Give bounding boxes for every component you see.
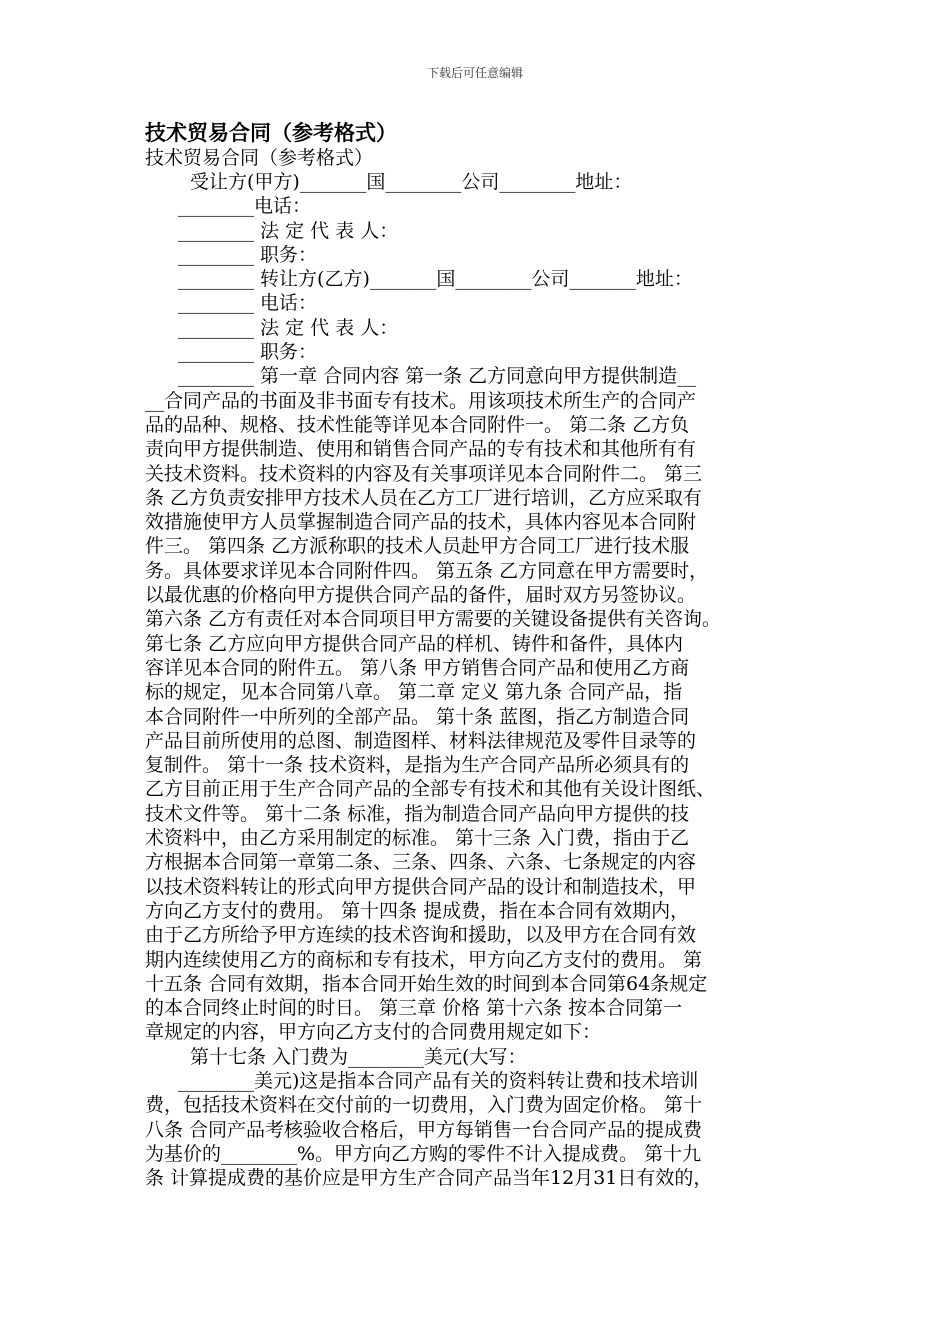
body-line: 的本合同终止时间的时日。 第三章 价格 第十六条 按本合同第一: [145, 997, 683, 1020]
body-line: ________ 法 定 代 表 人：: [178, 316, 399, 339]
body-line: 术资料中，由乙方采用制定的标准。 第十三条 入门费，指由于乙: [145, 827, 690, 850]
body-line: 效措施使甲方人员掌握制造合同产品的技术，具体内容见本合同附: [145, 511, 697, 534]
body-line: 以最优惠的价格向甲方提供合同产品的备件，届时双方另签协议。: [145, 584, 697, 607]
body-line: ________ 法 定 代 表 人：: [178, 219, 399, 242]
body-line: 由于乙方所给予甲方连续的技术咨询和援助，以及甲方在合同有效: [145, 924, 697, 947]
body-line: 件三。 第四条 乙方派称职的技术人员赴甲方合同工厂进行技术服: [145, 535, 690, 558]
body-line: 期内连续使用乙方的商标和专有技术，甲方向乙方支付的费用。 第: [145, 948, 703, 971]
body-line: 关技术资料。技术资料的内容及有关事项详见本合同附件二。 第三: [145, 462, 703, 485]
body-line: ________美元)这是指本合同产品有关的资料转让费和技术培训: [178, 1069, 699, 1092]
page-header-note: 下载后可任意编辑: [426, 66, 523, 80]
body-line: 方根据本合同第一章第二条、三条、四条、六条、七条规定的内容: [145, 851, 697, 874]
body-line: 复制件。 第十一条 技术资料，是指为生产合同产品所必须具有的: [145, 754, 690, 777]
body-line: 第十七条 入门费为________美元(大写：: [190, 1045, 527, 1068]
body-line: 十五条 合同有效期，指本合同开始生效的时间到本合同第64条规定: [145, 972, 708, 995]
body-line: 八条 合同产品考核验收合格后，甲方每销售一台合同产品的提成费: [145, 1118, 703, 1141]
contract-document: [145, 120, 813, 1190]
body-line: 方向乙方支付的费用。 第十四条 提成费，指在本合同有效期内，: [145, 899, 690, 922]
body-line: 条 计算提成费的基价应是甲方生产合同产品当年12月31日有效的，: [145, 1167, 713, 1190]
document-title: 技术贸易合同（参考格式）: [145, 121, 397, 145]
body-line: 产品目前所使用的总图、制造图样、材料法律规范及零件目录等的: [145, 729, 697, 752]
body-line: 章规定的内容，甲方向乙方支付的合同费用规定如下：: [145, 1021, 602, 1044]
body-line: 条 乙方负责安排甲方技术人员在乙方工厂进行培训，乙方应采取有: [145, 486, 703, 509]
body-line: 品的品种、规格、技术性能等详见本合同附件一。 第二条 乙方负: [145, 413, 690, 436]
document-subtitle: 技术贸易合同（参考格式）: [145, 147, 374, 169]
body-line: 受让方(甲方)_______国________公司________地址：: [190, 171, 633, 193]
document-body: [145, 170, 813, 1190]
body-line: 第七条 乙方应向甲方提供合同产品的样机、铸件和备件，具体内: [145, 632, 684, 655]
body-line: 务。具体要求详见本合同附件四。 第五条 乙方同意在甲方需要时，: [145, 559, 709, 582]
body-line: 以技术资料转让的形式向甲方提供合同产品的设计和制造技术，甲: [145, 875, 697, 898]
body-line: __合同产品的书面及非书面专有技术。用该项技术所生产的合同产: [145, 389, 697, 412]
body-line: 为基价的________%。甲方向乙方购的零件不计入提成费。 第十九: [145, 1142, 702, 1165]
body-line: ________ 电话：: [178, 292, 318, 315]
body-line: 技术文件等。 第十二条 标准，指为制造合同产品向甲方提供的技: [145, 802, 690, 825]
body-line: ________ 职务：: [178, 341, 318, 364]
body-line: ________ 转让方(乙方)_______国________公司_______地址：: [178, 268, 693, 291]
body-line: 费，包括技术资料在交付前的一切费用，入门费为固定价格。 第十: [145, 1094, 703, 1117]
body-line: 本合同附件一中所列的全部产品。 第十条 蓝图，指乙方制造合同: [145, 705, 690, 728]
body-line: 标的规定，见本合同第八章。 第二章 定义 第九条 合同产品，指: [145, 681, 683, 704]
body-line: 责向甲方提供制造、使用和销售合同产品的专有技术和其他所有有: [145, 438, 697, 461]
body-line: 第六条 乙方有责任对本合同项目甲方需要的关键设备提供有关咨询。: [145, 608, 722, 631]
body-line: 容详见本合同的附件五。 第八条 甲方销售合同产品和使用乙方商: [145, 656, 690, 679]
body-line: ________ 第一章 合同内容 第一条 乙方同意向甲方提供制造__: [178, 365, 697, 388]
body-line: ________电话：: [178, 195, 312, 218]
body-line: ________ 职务：: [178, 243, 318, 266]
body-line: 乙方目前正用于生产合同产品的全部专有技术和其他有关设计图纸、: [145, 778, 716, 801]
